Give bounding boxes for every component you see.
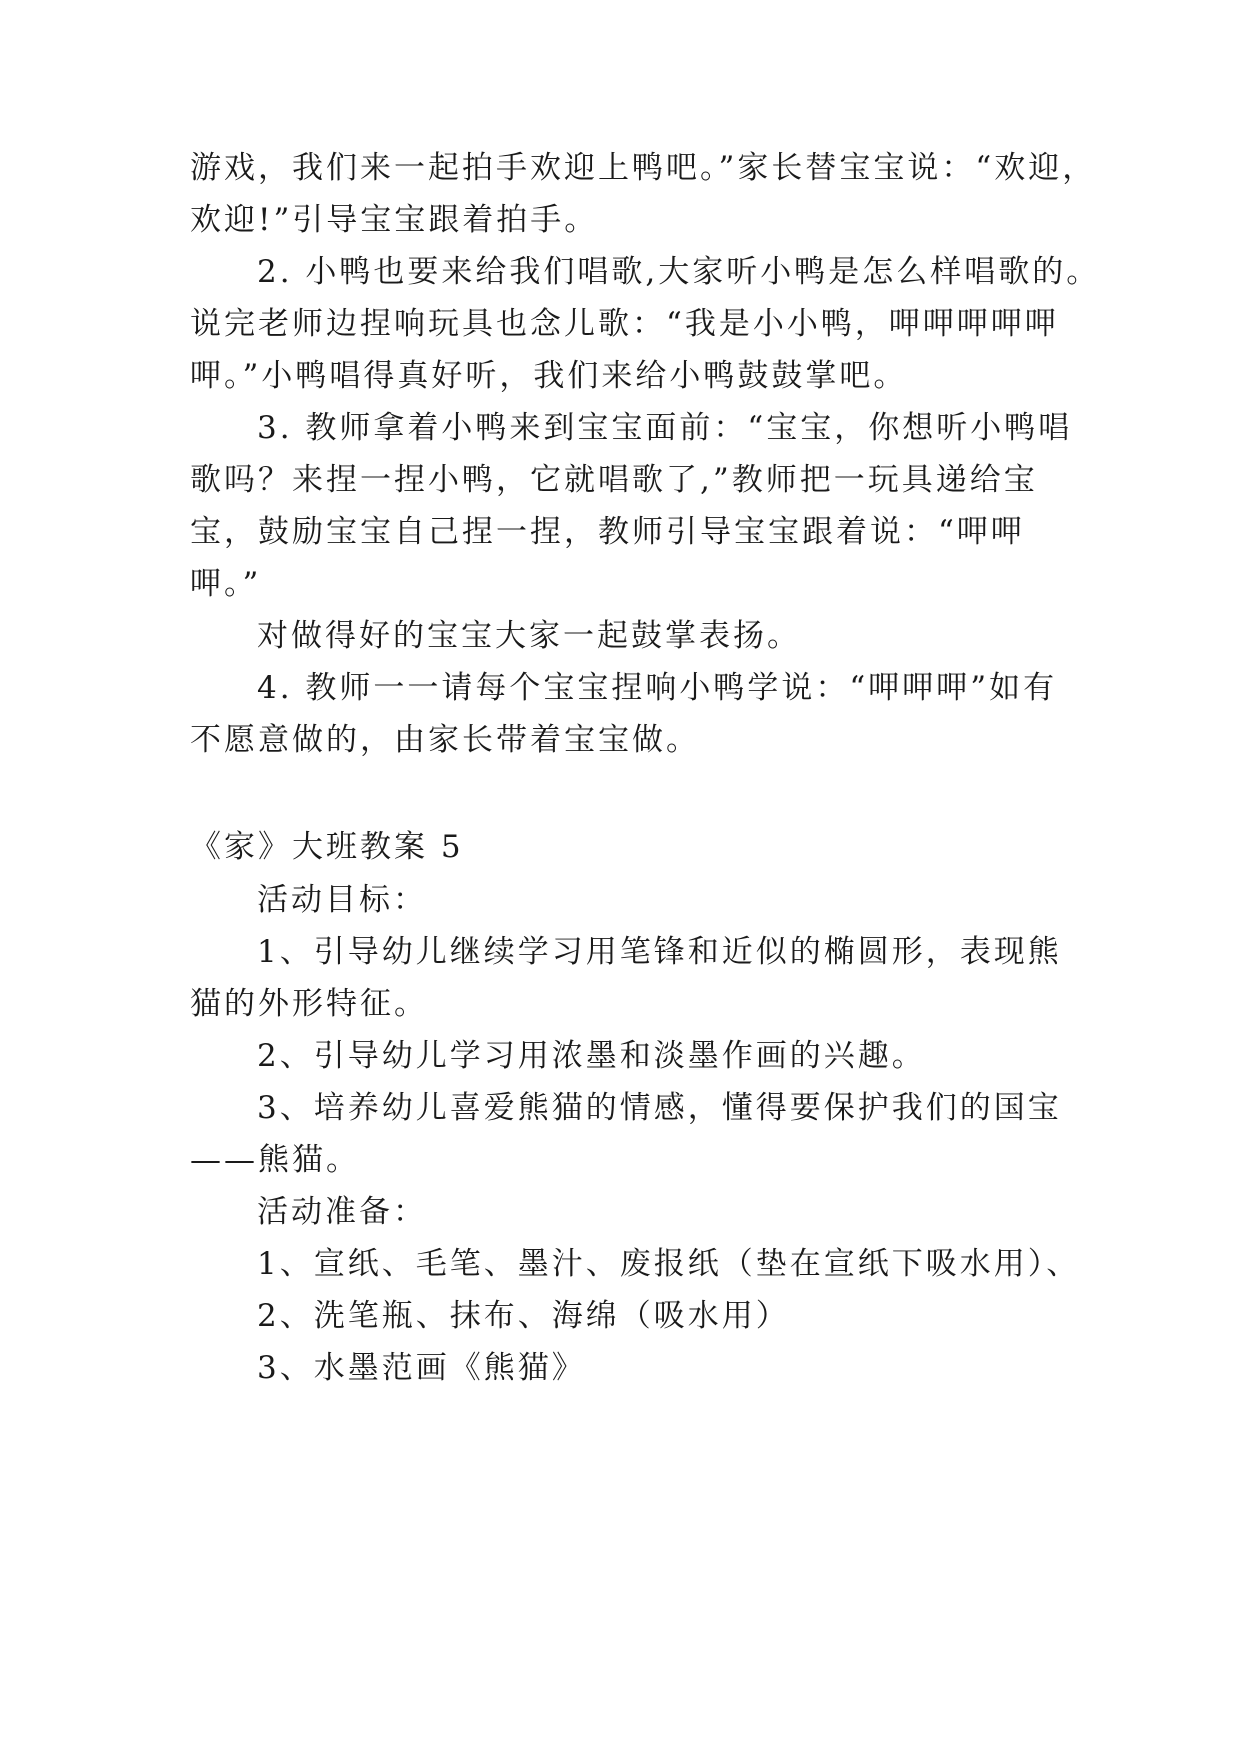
paragraph-line: 4. 教师一一请每个宝宝捏响小鸭学说：“呷呷呷”如有 — [257, 670, 1058, 706]
paragraph-line: 歌吗？来捏一捏小鸭，它就唱歌了,”教师把一玩具递给宝 — [190, 462, 1038, 498]
paragraph-line: 2. 小鸭也要来给我们唱歌,大家听小鸭是怎么样唱歌的。 — [257, 254, 1101, 290]
paragraph-line: 猫的外形特征。 — [190, 986, 428, 1022]
heading-preparation: 活动准备： — [257, 1194, 427, 1230]
paragraph-line: 3. 教师拿着小鸭来到宝宝面前：“宝宝，你想听小鸭唱 — [257, 410, 1073, 446]
paragraph-line: 1、引导幼儿继续学习用笔锋和近似的椭圆形，表现熊 — [257, 934, 1062, 970]
paragraph-line: 欢迎!”引导宝宝跟着拍手。 — [190, 202, 599, 238]
paragraph-line: 不愿意做的，由家长带着宝宝做。 — [190, 722, 700, 758]
list-item: 1、宣纸、毛笔、墨汁、废报纸（垫在宣纸下吸水用）、 — [257, 1246, 1081, 1282]
paragraph-line: 呷。”小鸭唱得真好听，我们来给小鸭鼓鼓掌吧。 — [190, 358, 908, 394]
list-item: 2、洗笔瓶、抹布、海绵（吸水用） — [257, 1298, 790, 1334]
paragraph-line: 3、培养幼儿喜爱熊猫的情感，懂得要保护我们的国宝 — [257, 1090, 1062, 1126]
paragraph-line: 宝，鼓励宝宝自己捏一捏，教师引导宝宝跟着说：“呷呷 — [190, 514, 1025, 550]
list-item: 3、水墨范画《熊猫》 — [257, 1350, 586, 1386]
paragraph-line: ——熊猫。 — [190, 1142, 360, 1178]
paragraph-line: 游戏，我们来一起拍手欢迎上鸭吧。”家长替宝宝说：“欢迎， — [190, 150, 1097, 186]
paragraph-line: 对做得好的宝宝大家一起鼓掌表扬。 — [257, 618, 801, 654]
paragraph-line: 说完老师边捏响玩具也念儿歌：“我是小小鸭，呷呷呷呷呷 — [190, 306, 1059, 342]
paragraph-line: 2、引导幼儿学习用浓墨和淡墨作画的兴趣。 — [257, 1038, 926, 1074]
paragraph-line: 呷。” — [190, 566, 262, 602]
heading-goals: 活动目标： — [257, 882, 427, 918]
section-title: 《家》大班教案 5 — [190, 829, 464, 865]
